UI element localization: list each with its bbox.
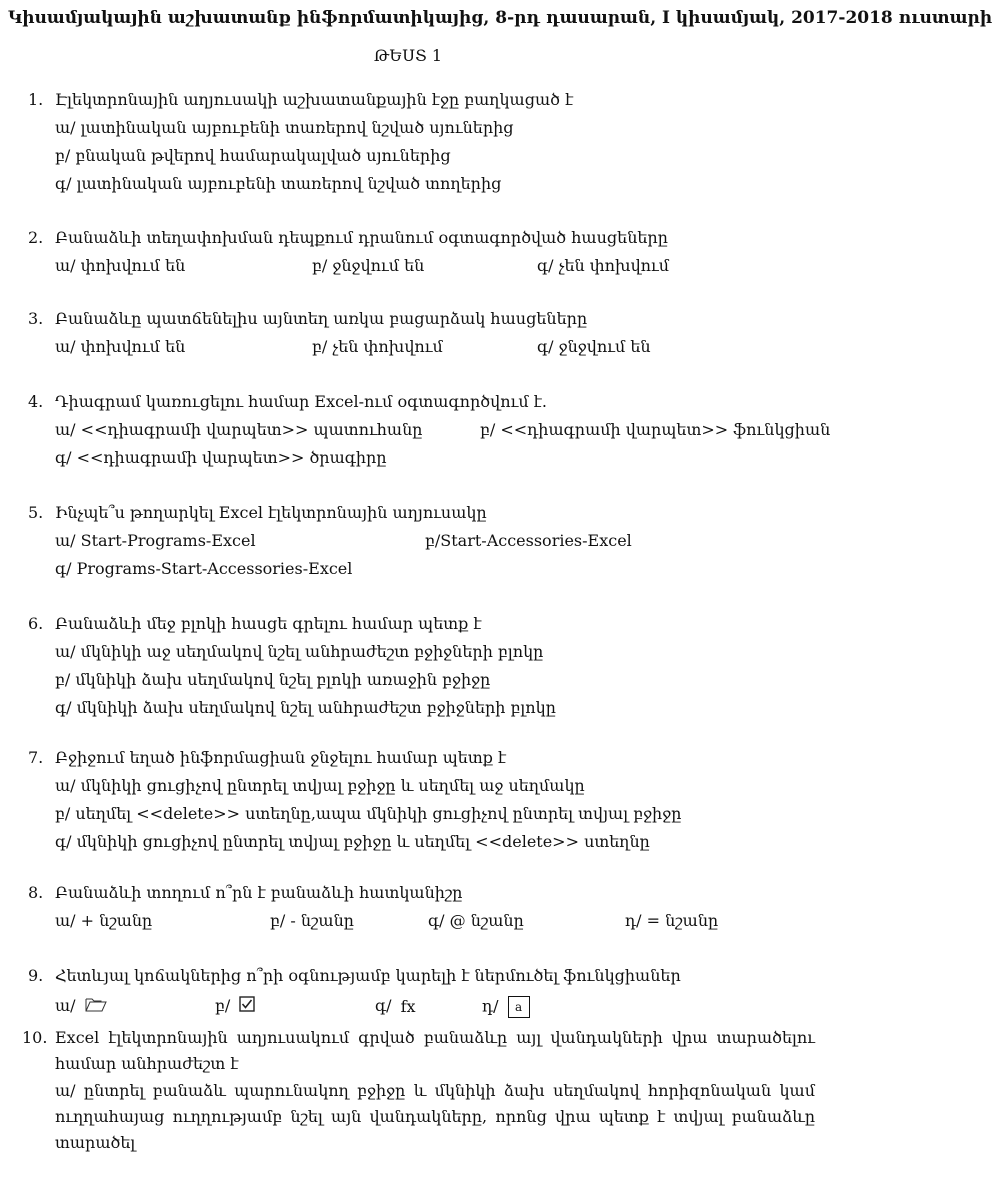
question-text: Դիագրամ կառուցելու համար Excel-ում օգտագործվում է. [55, 392, 547, 411]
checkbox-checked-icon [239, 996, 255, 1017]
option-d [482, 996, 530, 1018]
question-text: Հետևյալ կոճակներից ո՞րի օգնությամբ կարելի է ներմուծել ֆունկցիաներ [55, 966, 681, 985]
option-a: ա/ փոխվում են [55, 256, 186, 275]
option-b: բ/ բնական թվերով համարակալված սյուներից [55, 146, 451, 165]
option-b: բ/ չեն փոխվում [312, 337, 443, 356]
question-text: Excel էլեկտրոնային աղյուսակում գրված բանաձևը այլ վանդակների վրա տարածելու համար անհրաժեշտ է [55, 1028, 815, 1073]
option-b: բ/ <<դիագրամի վարպետ>> ֆունկցիան [480, 420, 831, 439]
function-fx-icon: fx [400, 996, 416, 1016]
option-c: գ/ @ նշանը [428, 911, 524, 930]
question-number: 9. [28, 966, 44, 985]
question-number: 5. [28, 503, 44, 522]
question-number: 10. [22, 1028, 48, 1047]
option-d: դ/ = նշանը [625, 911, 719, 930]
question-text: Բանաձևի մեջ բլոկի հասցե գրելու համար պետք է [55, 614, 482, 633]
option-c-label: գ/ [375, 996, 392, 1015]
option-a: ա/ + նշանը [55, 911, 153, 930]
question-text: Բջիջում եղած ինֆորմացիան ջնջելու համար պետք է [55, 748, 507, 767]
option-c: գ/ մկնիկի ձախ սեղմակով նշել անհրաժեշտ բջիջների բլոկը [55, 698, 556, 717]
option-c [375, 996, 416, 1017]
question-text: Էլեկտրոնային աղյուսակի աշխատանքային էջը բաղկացած է [55, 90, 574, 109]
option-b [215, 996, 255, 1017]
option-b: բ/ - նշանը [270, 911, 354, 930]
question-text: Բանաձևի տողում ո՞րն է բանաձևի հատկանիշը [55, 883, 463, 902]
option-c: գ/ Programs-Start-Accessories-Excel [55, 559, 353, 578]
option-b: բ/ սեղմել <<delete>> ստեղնը,ապա մկնիկի ցուցիչով ընտրել տվյալ բջիջը [55, 804, 682, 823]
option-c: գ/ մկնիկի ցուցիչով ընտրել տվյալ բջիջը և սեղմել <<delete>> ստեղնը [55, 832, 650, 851]
question-number: 6. [28, 614, 44, 633]
question-number: 4. [28, 392, 44, 411]
option-a: ա/ մկնիկի ցուցիչով ընտրել տվյալ բջիջը և սեղմել աջ սեղմակը [55, 776, 585, 795]
option-b: բ/ մկնիկի ձախ սեղմակով նշել բլոկի առաջին բջիջը [55, 670, 491, 689]
option-b: բ/ ջնջվում են [312, 256, 425, 275]
test-title: ԹԵՍՏ 1 [373, 46, 443, 65]
option-c: գ/ չեն փոխվում [537, 256, 670, 275]
question-text: Բանաձևի տեղափոխման դեպքում դրանում օգտագործված հասցեները [55, 228, 668, 247]
question-number: 7. [28, 748, 44, 767]
option-a: ա/ փոխվում են [55, 337, 186, 356]
option-a [55, 996, 107, 1017]
question-number: 1. [28, 90, 44, 109]
text-box-icon: a [508, 996, 530, 1018]
option-c: գ/ լատինական այբուբենի տառերով նշված տողերից [55, 174, 502, 193]
option-a-label: ա/ [55, 996, 76, 1015]
option-a: ա/ <<դիագրամի վարպետ>> պատուհանը [55, 420, 423, 439]
option-a: ա/ մկնիկի աջ սեղմակով նշել անհրաժեշտ բջիջների բլոկը [55, 642, 544, 661]
open-folder-icon [85, 996, 107, 1017]
option-a: ա/ ընտրել բանաձև պարունակող բջիջը և մկնիկի ձախ սեղմակով հորիզոնական կամ ուղղահայաց ուղղությամբ նշել այն վանդակները, որոնց վրա պետք է տվյալ բանաձևը տարածել [55, 1081, 815, 1152]
option-b-label: բ/ [215, 996, 231, 1015]
question-number: 8. [28, 883, 44, 902]
question-number: 3. [28, 309, 44, 328]
option-c: գ/ ջնջվում են [537, 337, 651, 356]
option-d-label: դ/ [482, 996, 499, 1016]
option-a: ա/ լատինական այբուբենի տառերով նշված սյուներից [55, 118, 514, 137]
question-text: Բանաձևը պատճենելիս այնտեղ առկա բացարձակ հասցեները [55, 309, 588, 328]
question-text: Ինչպե՞ս թողարկել Excel էլեկտրոնային աղյուսակը [55, 503, 487, 522]
option-b: բ/Start-Accessories-Excel [425, 531, 632, 550]
option-a: ա/ Start-Programs-Excel [55, 531, 256, 550]
option-c: գ/ <<դիագրամի վարպետ>> ծրագիրը [55, 448, 387, 467]
document-header: Կիսամյակային աշխատանք ինֆորմատիկայից, 8-րդ դասարան, I կիսամյակ, 2017-2018 ուստարի [8, 8, 992, 28]
question-number: 2. [28, 228, 44, 247]
